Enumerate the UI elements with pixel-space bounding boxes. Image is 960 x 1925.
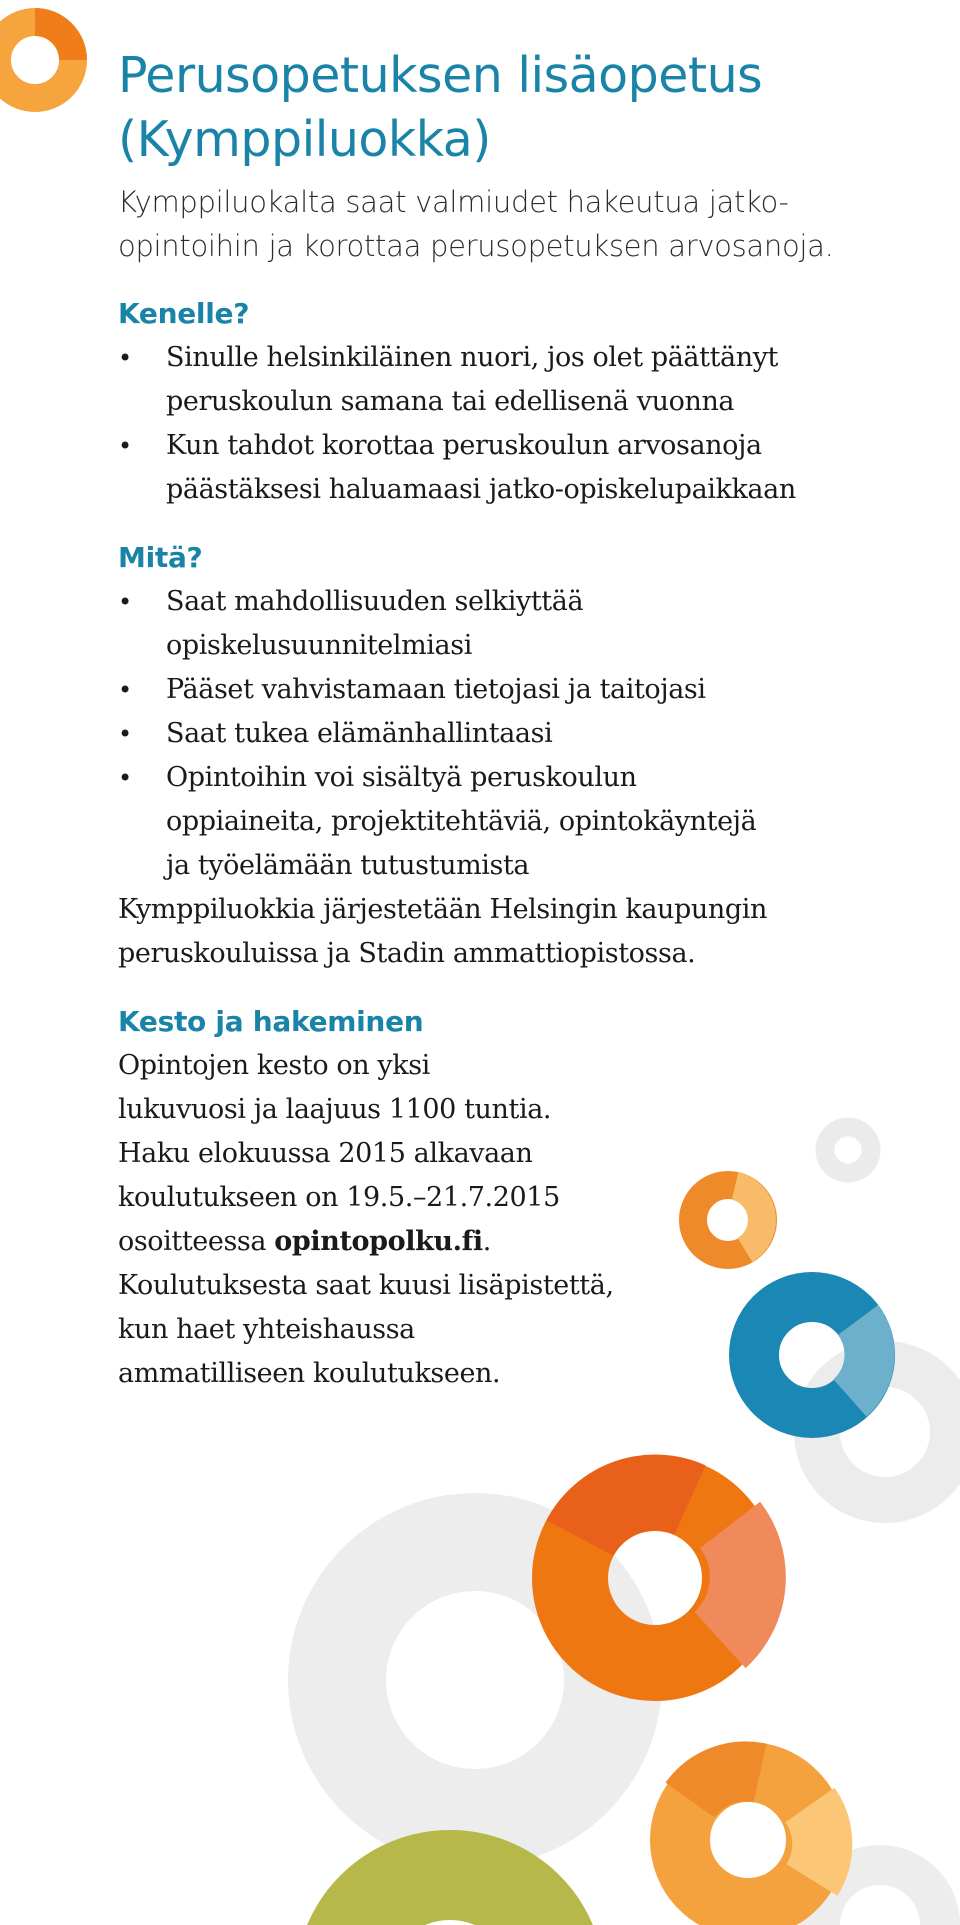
section-kenelle [118,292,918,512]
page-title: Perusopetuksen lisäopetus (Kymppiluokka) [118,47,763,168]
list-item: • Pääset vahvistamaan tietojasi ja taitojasi [118,668,918,712]
mita-list [118,580,918,888]
list-item: • Saat mahdollisuuden selkiyttää opiskelusuunnitelmiasi [118,580,918,668]
list-item: • Saat tukea elämänhallintaasi [118,712,918,756]
section-mita [118,536,918,888]
kenelle-list [118,336,918,512]
organizer-note: Kymppiluokkia järjestetään Helsingin kaupungin peruskouluissa ja Stadin ammattiopistossa. [118,894,767,969]
mita-heading: Mitä? [118,541,203,574]
list-item: • Sinulle helsinkiläinen nuori, jos olet päättänyt peruskoulun samana tai edellisenä vuonna [118,336,918,424]
kesto-heading: Kesto ja hakeminen [118,1005,424,1038]
section-kesto [118,1000,918,1396]
intro-text: Kymppiluokalta saat valmiudet hakeutua jatko- opintoihin ja korottaa perusopetuksen arvosanoja. [118,185,834,263]
kesto-text: Opintojen kesto on yksi lukuvuosi ja laajuus 1100 tuntia. Haku elokuussa 2015 alkavaan koulutukseen on 19.5.–21.7.2015 osoitteessa opintopolku.fi. Koulutuksesta saat kuusi lisäpistettä, kun haet yhteishaussa ammatilliseen koulutukseen. [118,1050,614,1389]
list-item: • Kun tahdot korottaa peruskoulun arvosanoja päästäksesi haluamaasi jatko-opiskelupaikkaan [118,424,918,512]
list-item: • Opintoihin voi sisältyä peruskoulun oppiaineita, projektitehtäviä, opintokäyntejä ja työelämään tutustumista [118,756,918,888]
olive-ring [340,1875,560,1925]
kenelle-heading: Kenelle? [118,297,250,330]
content [118,44,918,1396]
opintopolku-link[interactable]: opintopolku.fi [274,1226,483,1257]
